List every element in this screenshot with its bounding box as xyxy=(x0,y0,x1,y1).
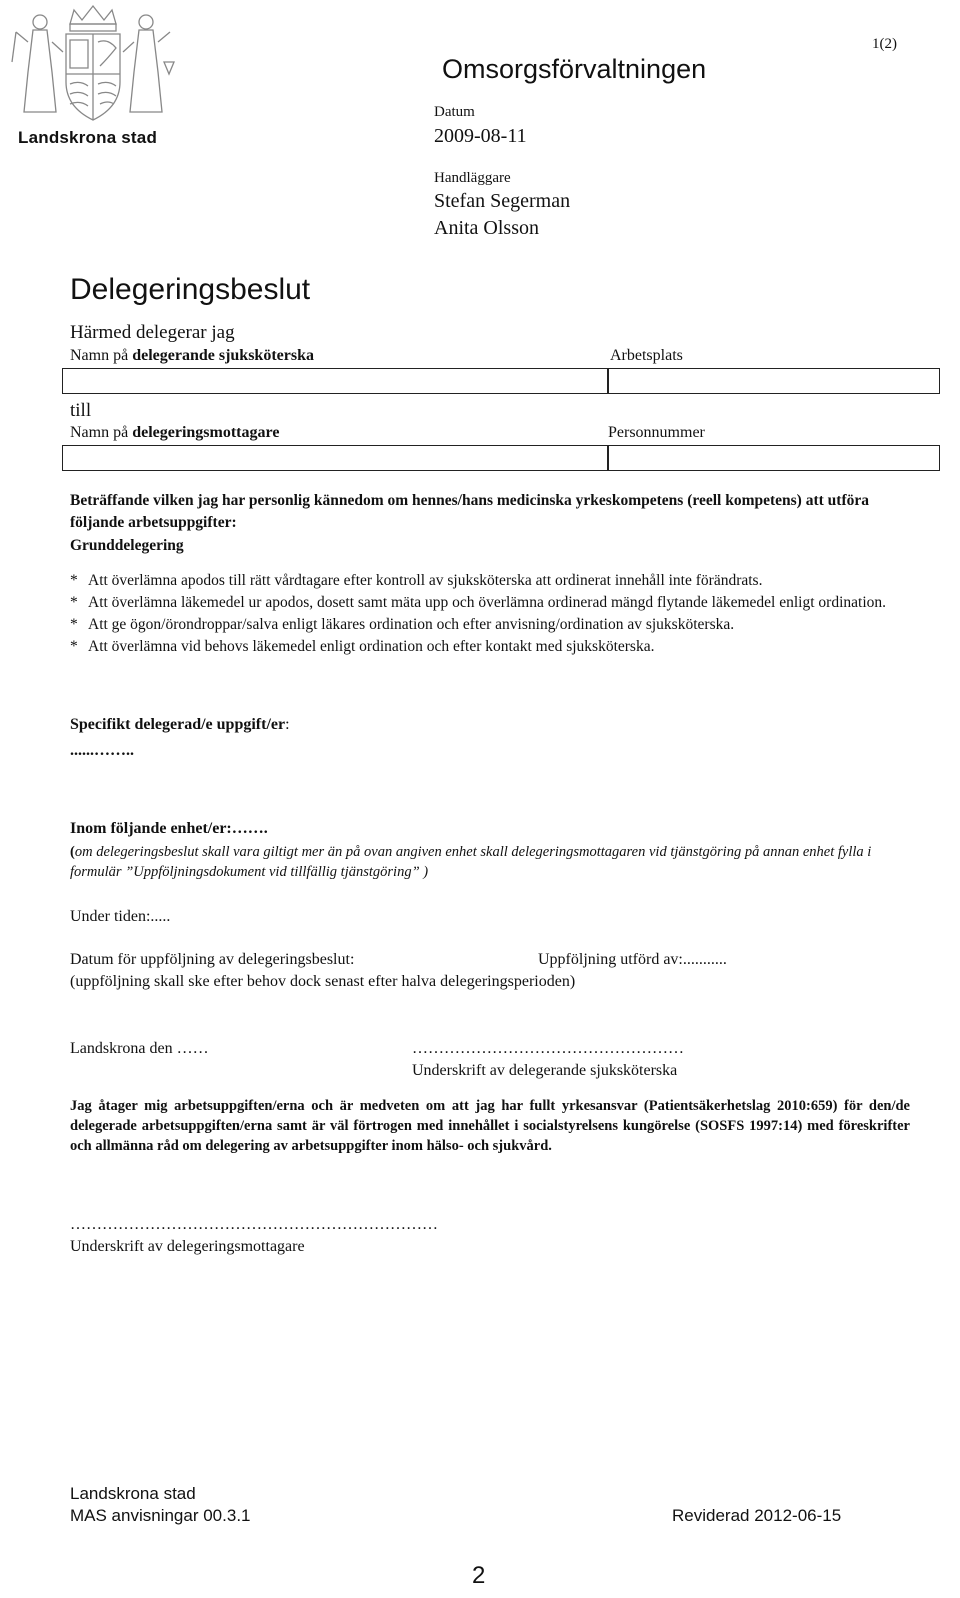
workplace-label: Arbetsplats xyxy=(610,347,683,364)
task-text: Att överlämna läkemedel ur apodos, dosett samt mäta upp och överlämna ordinerad mängd flytande läkemedel enligt ordination. xyxy=(88,594,887,611)
specific-task-field[interactable]: ......…….. xyxy=(70,742,134,759)
footer-revised: Reviderad 2012-06-15 xyxy=(672,1506,842,1525)
workplace-field[interactable] xyxy=(608,368,940,394)
recipient-name-field[interactable] xyxy=(62,445,608,471)
date-label: Datum xyxy=(434,104,475,120)
followup-done-by-field[interactable]: Uppföljning utförd av:........... xyxy=(538,951,727,968)
delegator-name-label: Namn på delegerande sjuksköterska xyxy=(70,347,314,364)
specific-task-heading: Specifikt delegerad/e uppgift/er: xyxy=(70,716,290,733)
task-text: Att ge ögon/örondroppar/salva enligt läkares ordination och efter anvisning/ordination av sjuksköterska. xyxy=(88,616,735,633)
followup-date-label: Datum för uppföljning av delegeringsbeslut: xyxy=(70,951,355,968)
logo-text: Landskrona stad xyxy=(18,128,158,147)
handler-name: Anita Olsson xyxy=(434,217,539,239)
list-item xyxy=(70,614,890,636)
task-text: Att överlämna vid behovs läkemedel enligt ordination och efter kontakt med sjuksköterska. xyxy=(88,638,655,655)
task-text: Att överlämna apodos till rätt vårdtagare efter kontroll av sjuksköterska att ordinerat innehåll inte förändrats. xyxy=(88,572,763,589)
list-item xyxy=(70,636,890,658)
delegator-signature-line[interactable]: …………………………………………… xyxy=(412,1040,684,1057)
handler-name: Stefan Segerman xyxy=(434,190,571,212)
period-field[interactable]: Under tiden:..... xyxy=(70,908,171,925)
bullet: * xyxy=(70,572,78,589)
to-label: till xyxy=(70,400,92,421)
page-number: 1(2) xyxy=(872,36,897,52)
delegator-signature-caption: Underskrift av delegerande sjuksköterska xyxy=(412,1062,678,1079)
competence-statement: Beträffande vilken jag har personlig kännedom om hennes/hans medicinska yrkeskompetens (reell kompetens) att utföra följande arbetsuppgifter: xyxy=(70,492,869,531)
personnummer-field[interactable] xyxy=(608,445,940,471)
list-item xyxy=(70,570,890,592)
unit-note: (om delegeringsbeslut skall vara giltigt mer än på ovan angiven enhet skall delegeringsmottagaren vid tjänstgöring på annan enhet fylla i formulär ”Uppföljningsdokument vid tillfällig tjänstgöring” ) xyxy=(70,844,872,880)
personnummer-label: Personnummer xyxy=(608,424,705,441)
recipient-signature-line[interactable]: …………………………………………………………… xyxy=(70,1216,438,1233)
place-date-field[interactable]: Landskrona den …… xyxy=(70,1040,209,1057)
followup-note: (uppföljning skall ske efter behov dock senast efter halva delegeringsperioden) xyxy=(70,973,576,990)
recipient-signature-caption: Underskrift av delegeringsmottagare xyxy=(70,1238,305,1255)
recipient-name-label: Namn på delegeringsmottagare xyxy=(70,424,280,441)
bullet: * xyxy=(70,594,78,611)
intro-text: Härmed delegerar jag xyxy=(70,322,235,343)
list-item xyxy=(70,592,890,614)
handler-label: Handläggare xyxy=(434,170,511,186)
grunddelegering-heading: Grunddelegering xyxy=(70,537,184,554)
legal-statement: Jag åtager mig arbetsuppgiften/erna och är medveten om att jag har fullt yrkesansvar (Patientsäkerhetslag 2010:659) för den/de delegerade arbetsuppgiften/erna samt är väl förtrogen med innehållet i socialstyrelsens kungörelse (SOSFS 1997:14) med föreskrifter och allmänna råd om delegering av arbetsuppgifter inom hälso- och sjukvård. xyxy=(70,1098,910,1154)
bullet: * xyxy=(70,638,78,655)
document-title: Delegeringsbeslut xyxy=(70,273,311,306)
footer-doc-id: MAS anvisningar 00.3.1 xyxy=(70,1506,251,1525)
delegator-name-field[interactable] xyxy=(62,368,608,394)
footer-page-number: 2 xyxy=(472,1562,486,1589)
date-value: 2009-08-11 xyxy=(434,125,527,147)
department-name: Omsorgsförvaltningen xyxy=(442,54,707,84)
footer-org: Landskrona stad xyxy=(70,1484,196,1503)
unit-heading[interactable]: Inom följande enhet/er:……. xyxy=(70,820,268,837)
task-list xyxy=(70,570,890,658)
bullet: * xyxy=(70,616,78,633)
